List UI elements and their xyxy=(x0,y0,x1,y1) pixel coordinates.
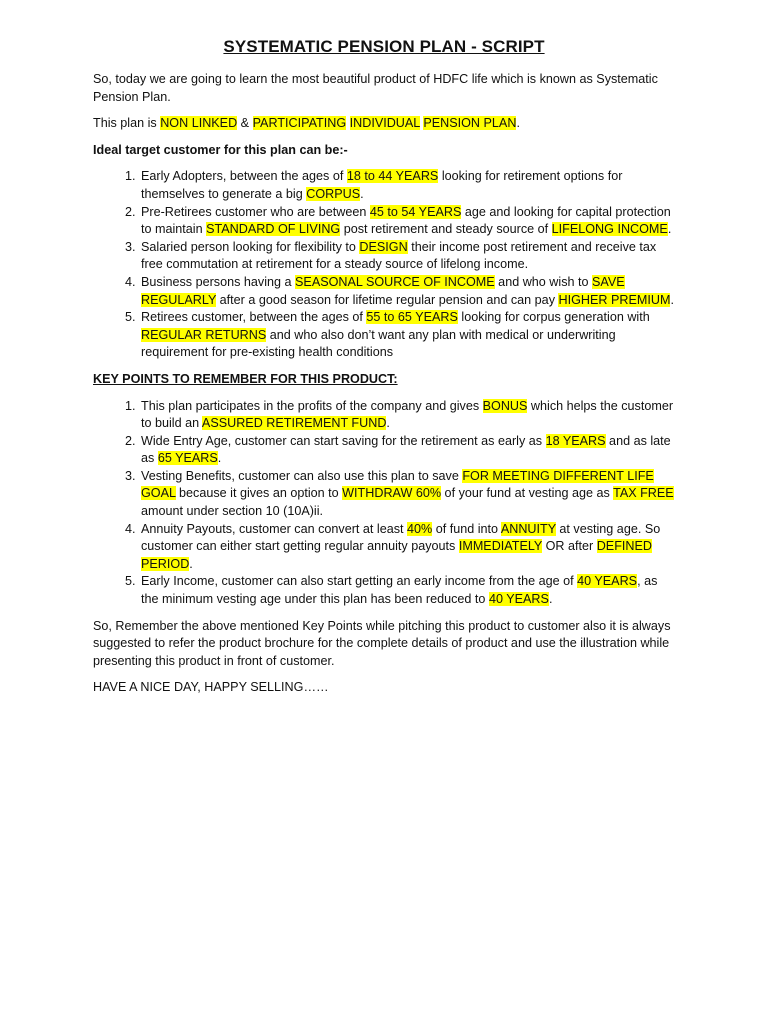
list-item xyxy=(139,433,675,468)
text: post retirement and steady source of xyxy=(340,222,552,237)
text: Salaried person looking for flexibility to xyxy=(141,239,360,254)
list-item xyxy=(139,521,675,574)
highlight: ANNUITY xyxy=(500,521,556,536)
target-heading: Ideal target customer for this plan can be:- xyxy=(93,142,348,157)
intro-paragraph: So, today we are going to learn the most beautiful product of HDFC life which is known as Systematic Pension Plan. xyxy=(93,72,658,104)
list-item xyxy=(139,274,675,309)
highlight: CORPUS xyxy=(306,186,361,201)
list-item xyxy=(139,573,675,608)
list-item xyxy=(139,398,675,433)
text: . xyxy=(667,222,672,237)
text: . xyxy=(670,292,674,307)
list-item xyxy=(139,309,675,362)
highlight: FOR MEETING DIFFERENT LIFE GOAL xyxy=(141,468,654,501)
list-item xyxy=(139,239,675,274)
key-points-heading: KEY POINTS TO REMEMBER FOR THIS PRODUCT: xyxy=(93,371,398,386)
text: . xyxy=(516,116,520,131)
highlight: DESIGN xyxy=(359,239,408,254)
plan-type-paragraph xyxy=(93,115,675,133)
signoff: HAVE A NICE DAY, HAPPY SELLING…… xyxy=(93,680,329,695)
highlight: 40 YEARS xyxy=(577,574,638,589)
list-item xyxy=(139,168,675,203)
text: of fund into xyxy=(432,521,501,536)
text: & xyxy=(237,116,253,131)
text: which helps the customer to build an xyxy=(141,398,674,431)
highlight: STANDARD OF LIVING xyxy=(206,222,341,237)
text: . xyxy=(217,451,222,466)
text: looking for corpus generation with xyxy=(457,310,650,325)
text: . xyxy=(386,416,390,431)
highlight: 40% xyxy=(407,521,433,536)
highlight: HIGHER PREMIUM xyxy=(558,292,671,307)
list-item xyxy=(139,468,675,521)
text: their income post retirement and receive tax free commutation at retirement for a steady source of lifelong income. xyxy=(141,239,657,272)
highlight: REGULAR RETURNS xyxy=(141,327,267,342)
text: Vesting Benefits, customer can also use this plan to save xyxy=(141,468,463,483)
highlight: DEFINED PERIOD xyxy=(141,539,652,571)
highlight: ASSURED RETIREMENT FUND xyxy=(201,416,387,431)
text: Pre-Retirees customer who are between xyxy=(141,204,370,219)
text: Business persons having a xyxy=(141,274,296,289)
highlight: 55 to 65 YEARS xyxy=(366,310,458,325)
text: . xyxy=(360,186,364,201)
text: and as late as xyxy=(141,433,671,466)
text: because it gives an option to xyxy=(175,486,343,501)
text: This plan is xyxy=(93,116,161,131)
text: Wide Entry Age, customer can start saving for the retirement as early as xyxy=(141,433,546,448)
highlight: LIFELONG INCOME xyxy=(551,222,668,237)
highlight: SEASONAL SOURCE OF INCOME xyxy=(295,274,495,289)
text: age and looking for capital protection to maintain xyxy=(141,204,671,237)
text: and who wish to xyxy=(494,274,592,289)
text: . xyxy=(548,592,553,607)
highlight: TAX FREE xyxy=(613,486,674,501)
highlight: SAVE REGULARLY xyxy=(141,274,625,307)
text: looking for retirement options for themselves to generate a big xyxy=(141,169,623,201)
highlight: BONUS xyxy=(482,398,528,413)
text: of your fund at vesting age as xyxy=(441,486,614,501)
highlight: PARTICIPATING xyxy=(252,116,347,131)
highlight: NON LINKED xyxy=(160,116,238,131)
highlight: 40 YEARS xyxy=(488,592,549,607)
text: Annuity Payouts, customer can convert at least xyxy=(141,521,407,536)
highlight: IMMEDIATELY xyxy=(458,539,543,554)
highlight: 18 YEARS xyxy=(545,433,606,448)
text: Early Income, customer can also start getting an early income from the age of xyxy=(141,574,578,589)
page-title: SYSTEMATIC PENSION PLAN - SCRIPT xyxy=(223,37,545,56)
closing-paragraph: So, Remember the above mentioned Key Points while pitching this product to customer also it is always suggested to refer the product brochure for the complete details of product and use the illustration while presenting this product in front of customer. xyxy=(93,618,671,668)
text: Early Adopters, between the ages of xyxy=(141,169,347,184)
text: Retirees customer, between the ages of xyxy=(141,310,367,325)
text: amount under section 10 (10A)ii. xyxy=(141,504,324,519)
text: at vesting age. So customer can either start getting regular annuity payouts xyxy=(141,521,661,554)
key-points-list xyxy=(93,398,675,609)
text: and who also don’t want any plan with medical or underwriting requirement for pre-existing health conditions xyxy=(141,327,616,360)
highlight: 65 YEARS xyxy=(157,451,218,466)
text: This plan participates in the profits of the company and gives xyxy=(141,398,483,413)
highlight: 18 to 44 YEARS xyxy=(346,169,439,184)
highlight: PENSION PLAN xyxy=(423,116,517,131)
text: after a good season for lifetime regular pension and can pay xyxy=(216,292,559,307)
list-item xyxy=(139,204,675,239)
highlight: INDIVIDUAL xyxy=(349,116,420,131)
text: . xyxy=(189,556,193,571)
highlight: WITHDRAW 60% xyxy=(342,486,442,501)
target-customer-list xyxy=(93,168,675,362)
text: OR after xyxy=(542,539,597,554)
text: , as the minimum vesting age under this plan has been reduced to xyxy=(141,574,658,607)
highlight: 45 to 54 YEARS xyxy=(369,204,462,219)
